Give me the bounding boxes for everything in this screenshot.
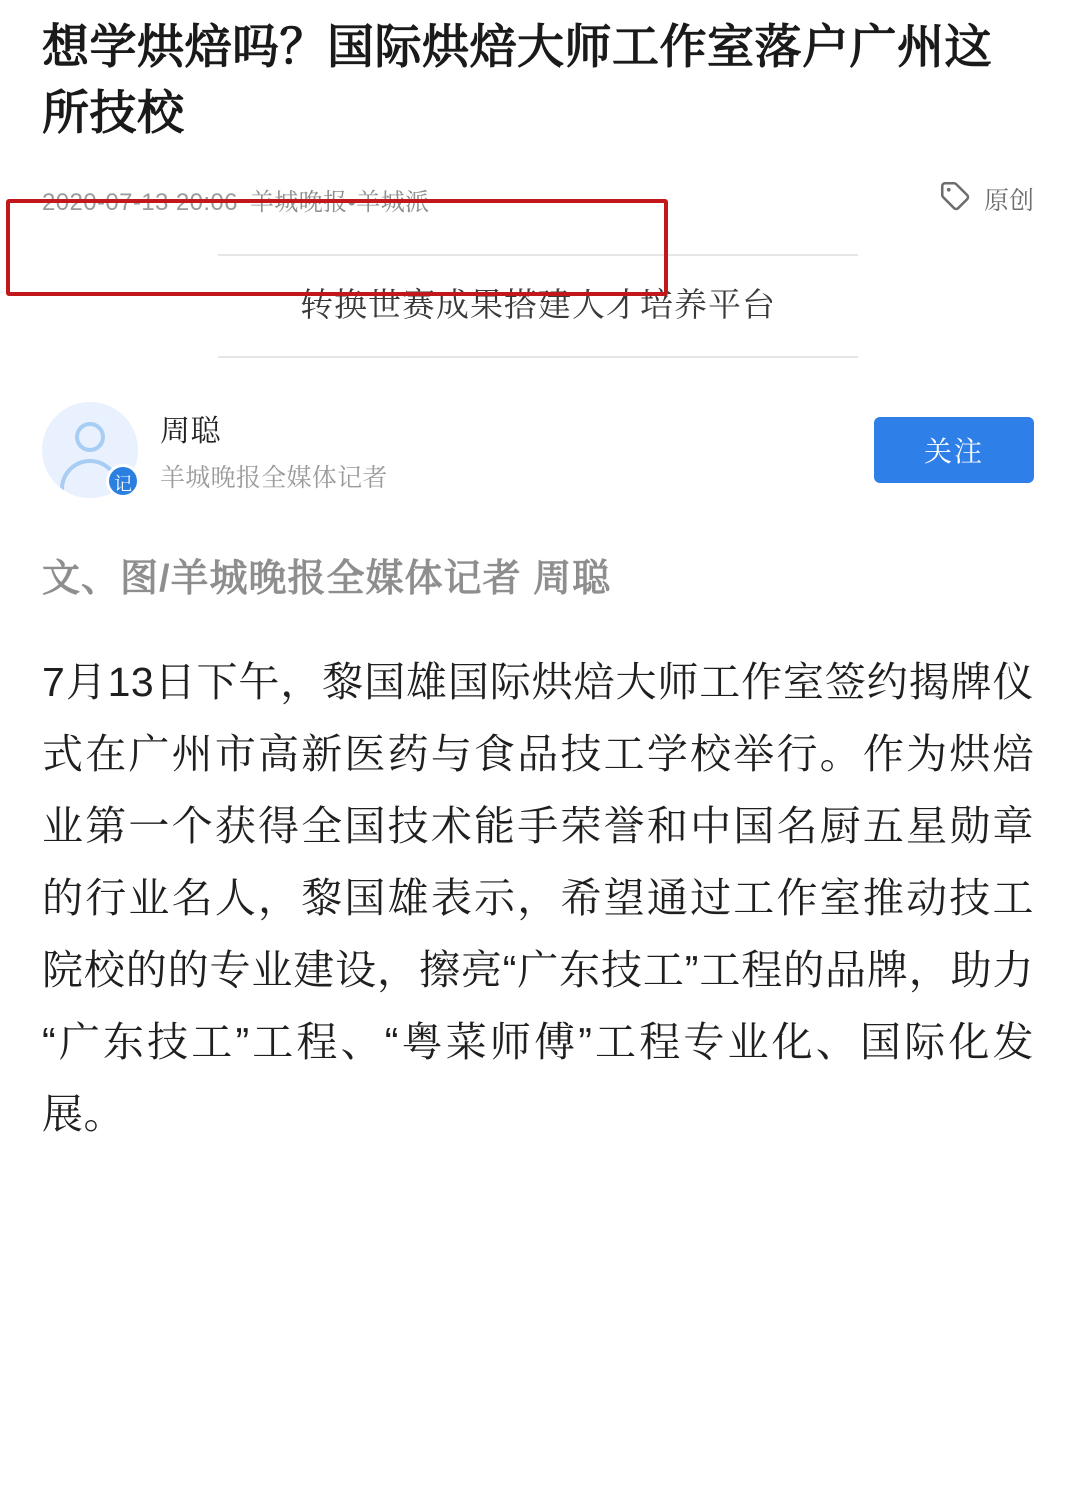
publish-source: 羊城晚报•羊城派	[249, 188, 430, 216]
meta-left-group	[42, 182, 430, 217]
publish-datetime: 2020-07-13 20:06	[42, 188, 238, 216]
author-role: 羊城晚报全媒体记者	[160, 464, 388, 492]
article-subtitle: 转换世赛成果搭建人才培养平台	[300, 286, 776, 323]
article-subtitle-block	[218, 254, 858, 358]
article-byline: 文、图/羊城晚报全媒体记者 周聪	[42, 558, 612, 600]
author-info	[160, 406, 388, 494]
reporter-badge-icon: 记	[106, 464, 140, 498]
author-name[interactable]: 周聪	[160, 415, 221, 448]
avatar[interactable]	[42, 402, 138, 498]
follow-button[interactable]: 关注	[874, 417, 1034, 483]
original-badge	[938, 179, 1034, 220]
page-title: 想学烘焙吗？国际烘焙大师工作室落户广州这所技校	[42, 20, 992, 139]
author-row	[42, 402, 1034, 498]
article-body: 7月13日下午，黎国雄国际烘焙大师工作室签约揭牌仪式在广州市高新医药与食品技工学校举行。作为烘焙业第一个获得全国技术能手荣誉和中国名厨五星勋章的行业名人，黎国雄表示，希望通过工作室推动技工院校的的专业建设，擦亮“广东技工”工程的品牌，助力“广东技工”工程、“粤菜师傅”工程专业化、国际化发展。	[42, 659, 1034, 1137]
article-meta-row	[42, 172, 1034, 226]
avatar-person-icon	[75, 422, 105, 452]
original-badge-label: 原创	[983, 187, 1034, 215]
tag-icon	[938, 179, 972, 220]
